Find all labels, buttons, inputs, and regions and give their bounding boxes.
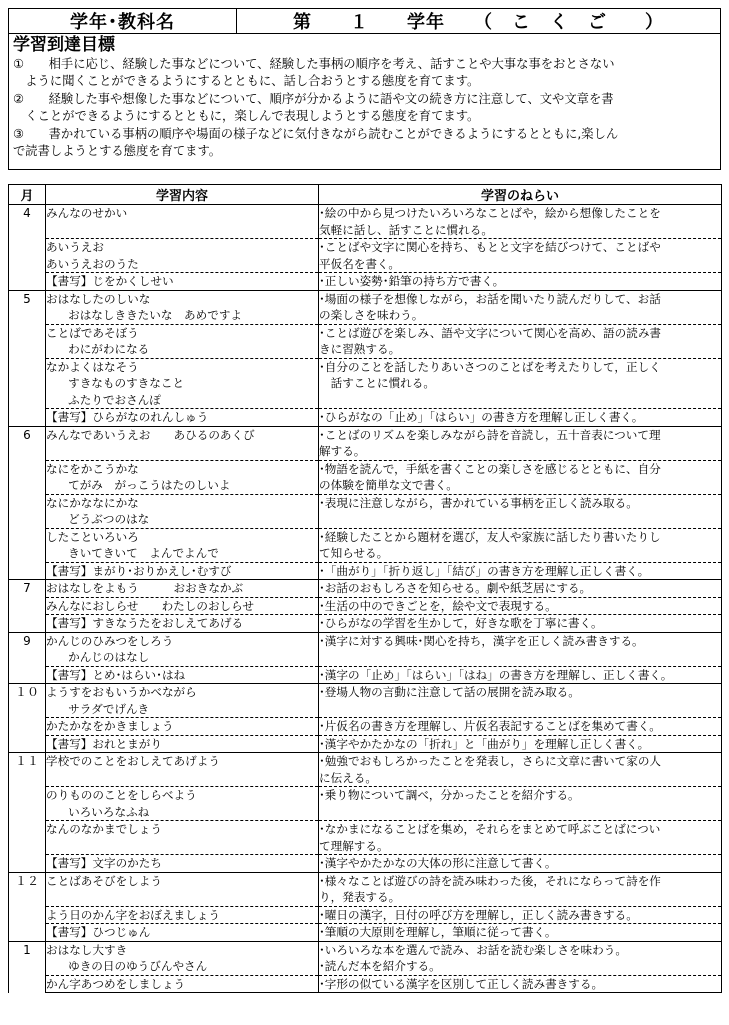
header-aim: 学習のねらい bbox=[319, 185, 722, 205]
aim-line: ･字形の似ている漢字を区別して正しく読み書きする。 bbox=[319, 976, 604, 991]
content-line: 【書写】ひつじゅん bbox=[46, 925, 151, 939]
content-line: どうぶつのはな bbox=[46, 512, 150, 526]
content-cell bbox=[46, 821, 319, 855]
content-cell bbox=[46, 718, 319, 736]
aim-line: ･経験したことから題材を選び，友人や家族に話したり書いたりし bbox=[319, 529, 661, 544]
aim-cell bbox=[319, 426, 722, 460]
aim-line: の楽しさを味わう。 bbox=[319, 308, 424, 322]
content-cell bbox=[46, 975, 319, 993]
aim-line: ･なかまになることばを集め，それらをまとめて呼ぶことばについ bbox=[319, 822, 661, 836]
aim-cell bbox=[319, 358, 722, 409]
aim-line bbox=[319, 511, 721, 528]
aim-line: て理解する。 bbox=[319, 838, 389, 853]
aim-line: ･登場人物の言動に注意して話の展開を読み取る。 bbox=[319, 685, 580, 699]
table-row bbox=[9, 872, 722, 906]
aim-cell bbox=[319, 787, 722, 821]
learning-goal-item: ① 相手に応じ、経験した事などについて、経験した事柄の順序を考え、話すことや大事な事をおとさない ように聞くことができるようにするとともに、話し合おうとする態度を育てます。 bbox=[13, 57, 615, 89]
content-line: いろいろなふね bbox=[46, 804, 150, 819]
content-line: ゆきの日のゆうびんやさん bbox=[46, 959, 208, 973]
aim-line: ･勉強でおもしろかったことを発表し，さらに文章に書いて家の人 bbox=[319, 754, 662, 768]
aim-line: ･様々なことば遊びの詩を読み味わった後，それにならって詩を作 bbox=[319, 873, 661, 888]
aim-line: ･いろいろな本を選んで読み、お話を読む楽しさを味わう。 bbox=[319, 942, 627, 957]
aim-line bbox=[319, 392, 721, 409]
aim-cell bbox=[319, 941, 722, 975]
aim-cell bbox=[319, 975, 722, 993]
aim-line: ･ひらがなの「止め」「はらい」の書き方を理解し正しく書く。 bbox=[319, 410, 644, 424]
aim-cell bbox=[319, 821, 722, 855]
content-line: かん字あつめをしましょう bbox=[46, 976, 186, 991]
header-bar bbox=[8, 8, 721, 34]
aim-line: 解する。 bbox=[319, 444, 366, 458]
content-cell bbox=[46, 239, 319, 273]
content-line: 【書写】おれとまがり bbox=[46, 736, 162, 751]
aim-line: ･漢字やかたかなの大体の形に注意して書く。 bbox=[319, 856, 557, 870]
aim-line: きに習熟する。 bbox=[319, 342, 401, 356]
content-line: かたかなをかきましょう bbox=[46, 719, 174, 733]
table-row bbox=[9, 290, 722, 324]
content-line: よう日のかん字をおぼえましょう bbox=[46, 907, 220, 922]
table-row bbox=[9, 787, 722, 821]
content-line: なんのなかまでしょう bbox=[46, 822, 162, 836]
aim-cell bbox=[319, 528, 722, 562]
aim-cell bbox=[319, 205, 722, 239]
content-cell bbox=[46, 562, 319, 580]
content-line: ようすをおもいうかべながら bbox=[46, 685, 197, 699]
grade-subject-label: 学年･教科名 bbox=[9, 9, 237, 33]
aim-cell bbox=[319, 494, 722, 528]
table-row bbox=[9, 358, 722, 409]
header-month: 月 bbox=[9, 185, 46, 205]
aim-line: ･曜日の漢字，日付の呼び方を理解し，正しく読み書きする。 bbox=[319, 907, 638, 922]
month-cell: 9 bbox=[9, 632, 46, 684]
table-row bbox=[9, 975, 722, 993]
content-cell bbox=[46, 460, 319, 494]
aim-line: ･絵の中から見つけたいろいろなことばや，絵から想像したことを bbox=[319, 206, 661, 220]
content-line: おはなし大すき bbox=[46, 942, 128, 957]
aim-line: ･乗り物について調べ，分かったことを紹介する。 bbox=[319, 788, 580, 802]
content-cell bbox=[46, 855, 319, 873]
table-row bbox=[9, 562, 722, 580]
content-line: サラダでげんき bbox=[46, 701, 150, 716]
table-row bbox=[9, 718, 722, 736]
content-line: ことばであそぼう bbox=[46, 325, 139, 340]
aim-line: 話すことに慣れる。 bbox=[319, 376, 435, 390]
content-line: あいうえお bbox=[46, 240, 104, 254]
content-line: かんじのひみつをしろう bbox=[46, 633, 174, 648]
aim-cell bbox=[319, 924, 722, 942]
learning-goals-title: 学習到達目標 bbox=[13, 35, 115, 55]
month-cell: １１ bbox=[9, 753, 46, 873]
content-line: てがみ がっこうはたのしいよ bbox=[46, 478, 231, 492]
grade-subject-value: 第 １ 学年 （ こ く ご ） bbox=[293, 12, 664, 33]
content-cell bbox=[46, 580, 319, 598]
aim-line: ･ことばのリズムを楽しみながら詩を音読し，五十音表について理 bbox=[319, 427, 661, 442]
aim-line: ･生活の中のできごとを，絵や文で表現する。 bbox=[319, 598, 557, 613]
aim-cell bbox=[319, 273, 722, 291]
content-cell bbox=[46, 409, 319, 427]
learning-goal-item: ③ 書かれている事柄の順序や場面の様子などに気付きながら読むことができるようにするとともに,楽しん で読書しようとする態度を育てます。 bbox=[13, 126, 619, 159]
content-line: あいうえおのうた bbox=[46, 256, 139, 271]
aim-line bbox=[319, 649, 721, 666]
content-line: みんなであいうえお あひるのあくび bbox=[46, 427, 255, 442]
aim-line: ･正しい姿勢･鉛筆の持ち方で書く。 bbox=[319, 274, 505, 288]
content-cell bbox=[46, 358, 319, 409]
aim-line: ･漢字やかたかなの「折れ」と「曲がり」を理解し正しく書く。 bbox=[319, 736, 650, 751]
content-line: 【書写】すきなうたをおしえてあげる bbox=[46, 616, 244, 630]
content-line: 【書写】まがり･おりかえし･むすび bbox=[46, 563, 232, 578]
content-cell bbox=[46, 924, 319, 942]
content-cell bbox=[46, 494, 319, 528]
month-cell: １０ bbox=[9, 684, 46, 753]
content-line: なにをかこうかな bbox=[46, 461, 139, 476]
content-line: ことばあそびをしよう bbox=[46, 873, 162, 888]
month-cell: 1 bbox=[9, 941, 46, 993]
content-cell bbox=[46, 426, 319, 460]
aim-cell bbox=[319, 324, 722, 358]
aim-cell bbox=[319, 632, 722, 666]
aim-line: ･表現に注意しながら，書かれている事柄を正しく読み取る。 bbox=[319, 495, 638, 510]
content-line: 【書写】じをかくしせい bbox=[46, 274, 174, 288]
content-cell bbox=[46, 787, 319, 821]
aim-cell bbox=[319, 735, 722, 753]
month-cell: １２ bbox=[9, 872, 46, 941]
aim-line: 平仮名を書く。 bbox=[319, 256, 400, 271]
content-line: 【書写】文字のかたち bbox=[46, 856, 162, 870]
aim-cell bbox=[319, 239, 722, 273]
content-cell bbox=[46, 632, 319, 666]
aim-cell bbox=[319, 562, 722, 580]
table-row bbox=[9, 580, 722, 598]
aim-line: ･物語を読んで，手紙を書くことの楽しさを感じるとともに、自分 bbox=[319, 461, 661, 476]
month-cell: 5 bbox=[9, 290, 46, 426]
content-cell bbox=[46, 615, 319, 633]
aim-cell bbox=[319, 409, 722, 427]
content-cell bbox=[46, 597, 319, 615]
content-cell bbox=[46, 528, 319, 562]
learning-goal-item: ② 経験した事や想像した事などについて、順序が分かるように語や文の続き方に注意して、文や文章を書 くことができるようにするとともに，楽しんで表現しようとする態度を育てます。 bbox=[13, 91, 614, 124]
content-line: みんなにおしらせ わたしのおしらせ bbox=[46, 598, 254, 613]
content-line: 学校でのことをおしえてあげよう bbox=[46, 754, 220, 768]
aim-line: ･ことばや文字に関心を持ち、もとと文字を結びつけて、ことばや bbox=[319, 240, 661, 254]
table-row bbox=[9, 615, 722, 633]
content-line: なにかななにかな bbox=[46, 495, 139, 510]
aim-line: て知らせる。 bbox=[319, 546, 389, 560]
learning-goals-box bbox=[8, 33, 721, 170]
content-line bbox=[46, 222, 318, 239]
content-line: おはなしききたいな あめですよ bbox=[46, 308, 243, 322]
content-cell bbox=[46, 324, 319, 358]
aim-line: ･ことば遊びを楽しみ、語や文字について関心を高め、語の読み書 bbox=[319, 325, 662, 340]
table-row bbox=[9, 494, 722, 528]
aim-cell bbox=[319, 753, 722, 787]
table-row bbox=[9, 684, 722, 718]
aim-cell bbox=[319, 615, 722, 633]
table-row bbox=[9, 941, 722, 975]
month-cell: 4 bbox=[9, 205, 46, 291]
aim-line: ･自分のことを話したりあいさつのことばを考えたりして，正しく bbox=[319, 359, 661, 374]
content-cell bbox=[46, 290, 319, 324]
curriculum-table bbox=[8, 184, 722, 993]
aim-line: り，発表する。 bbox=[319, 890, 401, 904]
content-line: したこといろいろ bbox=[46, 529, 139, 544]
content-line: 【書写】ひらがなのれんしゅう bbox=[46, 410, 209, 424]
content-line bbox=[46, 443, 318, 460]
header-content: 学習内容 bbox=[46, 185, 319, 205]
table-row bbox=[9, 239, 722, 273]
content-line: みんなのせかい bbox=[46, 206, 128, 220]
aim-line: ･ひらがなの学習を生かして，好きな歌を丁寧に書く。 bbox=[319, 616, 603, 630]
month-cell: 7 bbox=[9, 580, 46, 633]
aim-line bbox=[319, 804, 721, 821]
aim-cell bbox=[319, 718, 722, 736]
content-line: おはなしをよもう おおきなかぶ bbox=[46, 581, 244, 595]
aim-line bbox=[319, 701, 721, 718]
content-line: かんじのはなし bbox=[46, 650, 150, 664]
content-line: なかよくはなそう bbox=[46, 359, 139, 374]
content-cell bbox=[46, 872, 319, 906]
aim-line: ･読んだ本を紹介する。 bbox=[319, 959, 441, 973]
aim-line: ･「曲がり」「折り返し」「結び」の書き方を理解し正しく書く。 bbox=[319, 563, 650, 578]
content-cell bbox=[46, 205, 319, 239]
table-row bbox=[9, 632, 722, 666]
content-cell bbox=[46, 941, 319, 975]
aim-cell bbox=[319, 290, 722, 324]
month-cell: 6 bbox=[9, 426, 46, 580]
aim-line: 気軽に話し、話すことに慣れる。 bbox=[319, 222, 493, 237]
table-row bbox=[9, 735, 722, 753]
content-cell bbox=[46, 735, 319, 753]
aim-cell bbox=[319, 872, 722, 906]
aim-cell bbox=[319, 580, 722, 598]
content-cell bbox=[46, 906, 319, 924]
aim-cell bbox=[319, 684, 722, 718]
content-line: 【書写】とめ･はらい･はね bbox=[46, 667, 186, 682]
content-cell bbox=[46, 273, 319, 291]
aim-line: ･場面の様子を想像しながら，お話を聞いたり読んだりして、お話 bbox=[319, 291, 661, 306]
table-row bbox=[9, 409, 722, 427]
content-cell bbox=[46, 666, 319, 684]
table-row bbox=[9, 426, 722, 460]
aim-line: の体験を簡単な文で書く。 bbox=[319, 478, 458, 492]
table-row bbox=[9, 666, 722, 684]
table-row bbox=[9, 528, 722, 562]
aim-line: ･漢字の「止め」「はらい」「はね」の書き方を理解し、正しく書く。 bbox=[319, 667, 673, 682]
aim-cell bbox=[319, 855, 722, 873]
content-line: わにがわになる bbox=[46, 342, 150, 356]
content-line: すきなものすきなこと bbox=[46, 376, 185, 390]
aim-line: ･お話のおもしろさを知らせる。劇や紙芝居にする。 bbox=[319, 581, 592, 595]
content-line bbox=[46, 838, 318, 855]
aim-line: に伝える。 bbox=[319, 770, 377, 785]
content-line bbox=[46, 770, 318, 787]
table-row bbox=[9, 597, 722, 615]
table-row bbox=[9, 906, 722, 924]
table-row bbox=[9, 821, 722, 855]
table-row bbox=[9, 753, 722, 787]
aim-cell bbox=[319, 460, 722, 494]
content-line: のりもののことをしらべよう bbox=[46, 788, 197, 802]
aim-cell bbox=[319, 906, 722, 924]
aim-line: ･片仮名の書き方を理解し、片仮名表記することばを集めて書く。 bbox=[319, 719, 661, 733]
aim-cell bbox=[319, 666, 722, 684]
content-line: おはなしたのしいな bbox=[46, 291, 151, 306]
table-row bbox=[9, 324, 722, 358]
content-line: きいてきいて よんでよんで bbox=[46, 546, 219, 560]
content-line: ふたりでおさんぽ bbox=[46, 392, 161, 407]
aim-cell bbox=[319, 597, 722, 615]
table-row bbox=[9, 273, 722, 291]
aim-line: ･筆順の大原則を理解し，筆順に従って書く。 bbox=[319, 925, 557, 939]
table-row bbox=[9, 855, 722, 873]
content-line bbox=[46, 889, 318, 906]
table-row bbox=[9, 924, 722, 942]
table-row bbox=[9, 205, 722, 239]
content-cell bbox=[46, 684, 319, 718]
table-row bbox=[9, 460, 722, 494]
aim-line: ･漢字に対する興味･関心を持ち，漢字を正しく読み書きする。 bbox=[319, 633, 644, 648]
content-cell bbox=[46, 753, 319, 787]
